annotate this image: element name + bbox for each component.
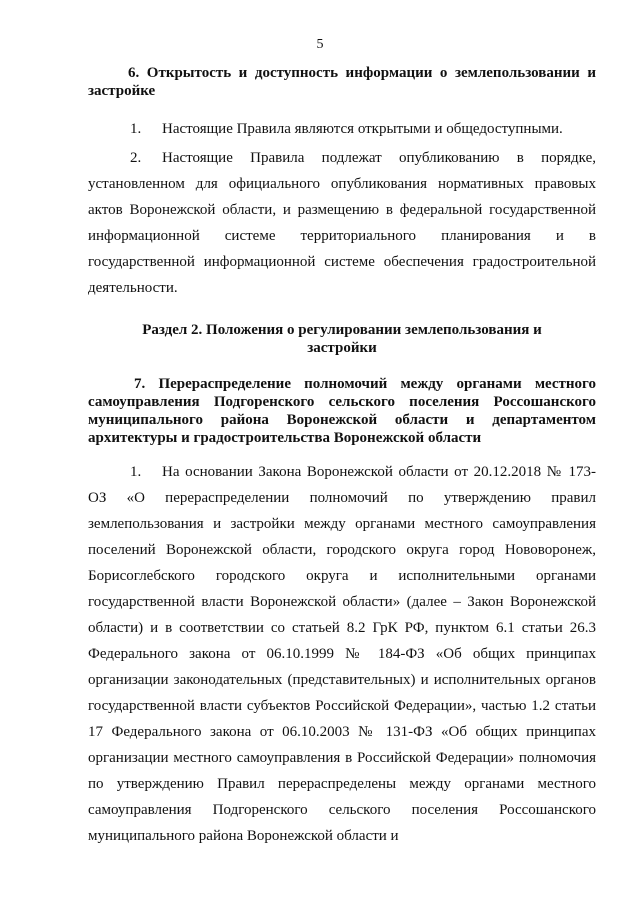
section-6-item-2 (88, 145, 596, 301)
section-7-item-1 (88, 459, 596, 849)
section-7-title: 7. Перераспределение полномочий между органами местного самоуправления Подгоренского сельского поселения Россошанского муниципального района Воронежской области и департаментом архитектуры и градостроительства Воронежской области (88, 376, 596, 446)
item-number: 1. (130, 121, 142, 137)
item-number: 2. (130, 150, 142, 166)
part-2-title: Раздел 2. Положения о регулировании землепользования и застройки (142, 322, 542, 356)
item-text: Настоящие Правила подлежат опубликованию в порядке, установленном для официального опубликования нормативных правовых актов Воронежской области, и размещению в федеральной государственной информационной системе территориального планирования и в государственной информационной системе обеспечения градостроительной деятельности. (88, 150, 596, 296)
section-6-item-1 (88, 116, 596, 142)
item-number: 1. (130, 464, 142, 480)
document-body (88, 64, 596, 849)
page-number: 5 (316, 37, 324, 52)
item-text: Настоящие Правила являются открытыми и общедоступными. (162, 121, 563, 137)
section-6-title: 6. Открытость и доступность информации о землепользовании и застройке (88, 65, 596, 99)
item-text: На основании Закона Воронежской области от 20.12.2018 № 173-ОЗ «О перераспределении полномочий по утверждению правил землепользования и застройки между органами местного самоуправления поселений Воронежской области, городского округа город Нововоронеж, Борисоглебского городского округа и исполнительными органами государственной власти Воронежской области» (далее – Закон Воронежской области) и в соответствии со статьей 8.2 ГрК РФ, пунктом 6.1 статьи 26.3 Федерального закона от 06.10.1999 № 184-ФЗ «Об общих принципах организации законодательных (представительных) и исполнительных органов государственной власти субъектов Российской Федерации», частью 1.2 статьи 17 Федерального закона от 06.10.2003 № 131-ФЗ «Об общих принципах организации местного самоуправления в Российской Федерации» полномочия по утверждению Правил перераспределены между органами местного самоуправления Подгоренского сельского поселения Россошанского муниципального района Воронежской области и (88, 464, 596, 844)
